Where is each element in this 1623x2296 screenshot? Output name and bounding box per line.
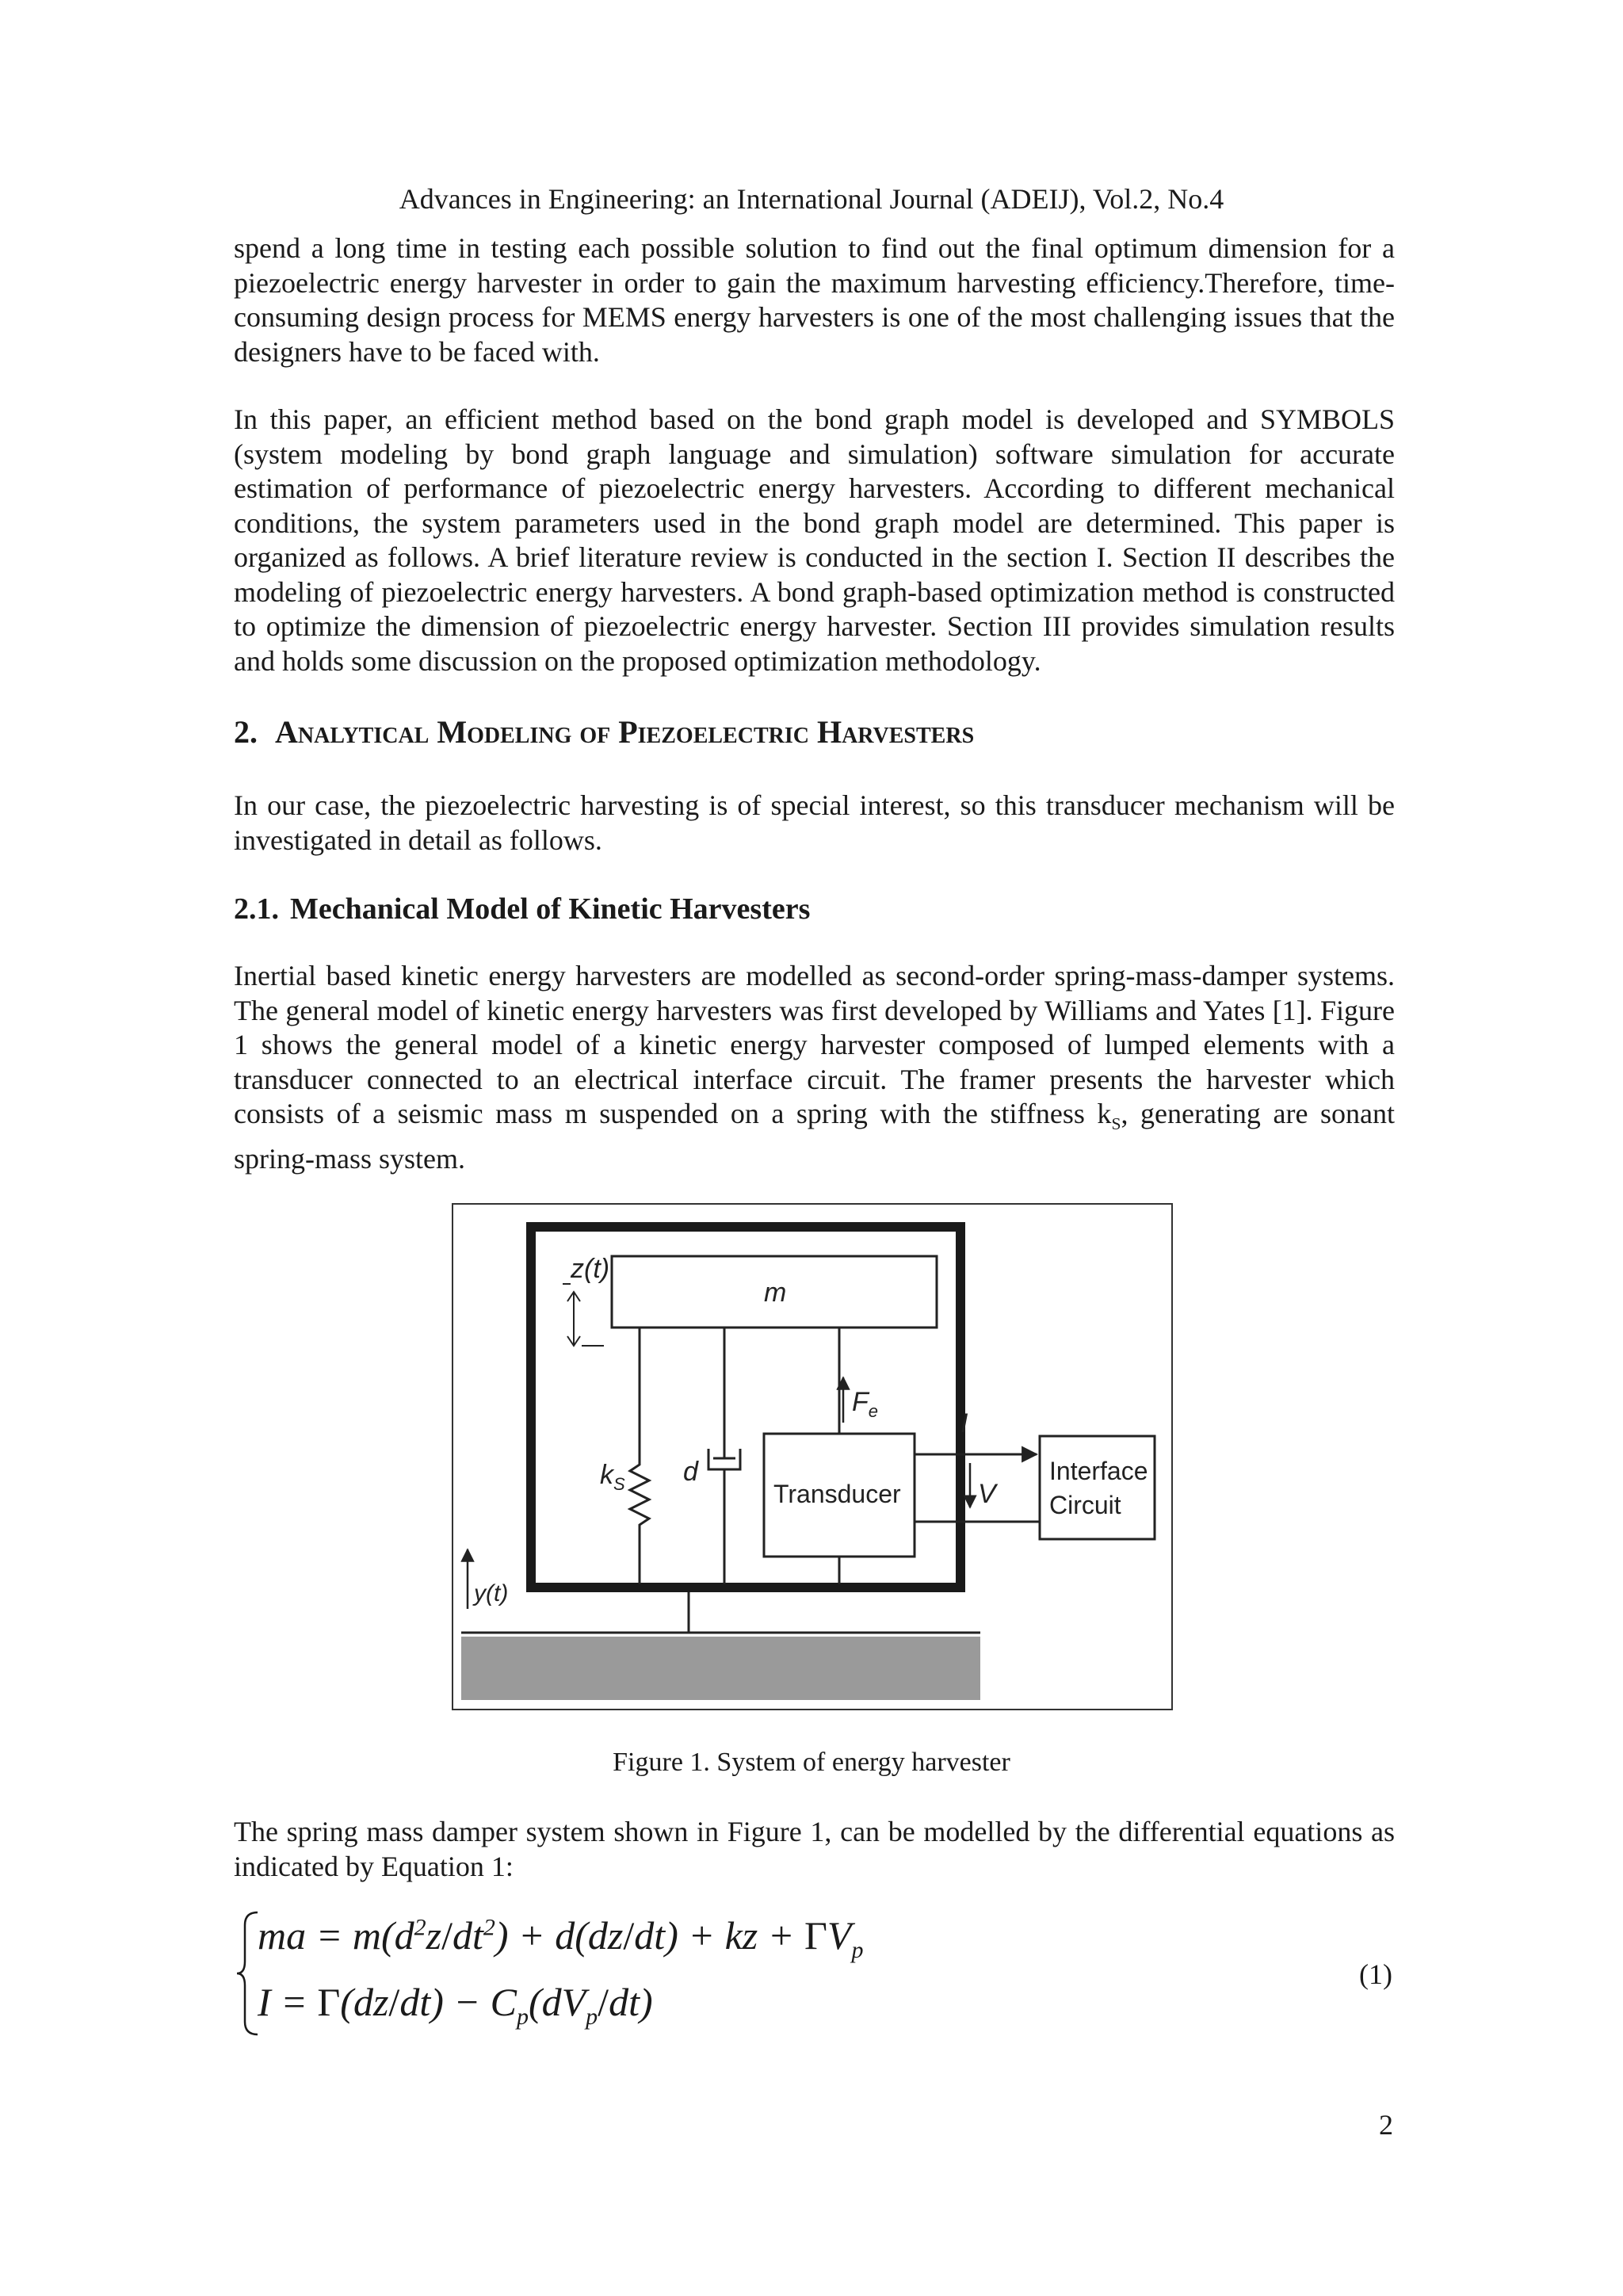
section-title: Analytical Modeling of Piezoelectric Harvesters bbox=[275, 714, 975, 750]
paragraph-2: In this paper, an efficient method based on the bond graph model is developed and SYMBOLS (system modeling by bond graph language and simulation) software simulation for accurate estimation of performance of piezoelectric energy harvesters. According to different mechanical conditions, the system parameters used in the bond graph model are determined. This paper is organized as follows. A brief literature review is conducted in the section I. Section II describes the modeling of piezoelectric energy harvesters. A bond graph-based optimization method is constructed to optimize the dimension of piezoelectric energy harvester. Section III provides simulation results and holds some discussion on the proposed optimization methodology. bbox=[234, 403, 1395, 677]
force-label-main: F bbox=[852, 1387, 869, 1417]
paragraph-4 bbox=[234, 959, 1395, 1176]
subsection-title: Mechanical Model of Kinetic Harvesters bbox=[290, 892, 811, 926]
equation-line-2: $I = \Gamma(dz/dt) - C_p(dV_p/dt)$ bbox=[258, 1980, 653, 2030]
stiffness-label-sub: S bbox=[613, 1474, 625, 1494]
interface-label-line2: Circuit bbox=[1049, 1491, 1121, 1519]
z-label: z(t) bbox=[571, 1254, 610, 1284]
section-number: 2. bbox=[234, 714, 258, 750]
harvester-diagram bbox=[453, 1205, 1171, 1709]
interface-label-line1: Interface bbox=[1049, 1457, 1148, 1485]
section-2-heading bbox=[234, 713, 974, 751]
current-label: I bbox=[960, 1408, 968, 1438]
paragraph-4-text: Inertial based kinetic energy harvesters are modelled as second-order spring-mass-damper systems. The general model of kinetic energy harvesters was first developed by Williams and Yates [1]. Figure 1 shows the general model of a kinetic energy harvester composed of lumped elements with a transducer connected to an electrical interface circuit. The framer presents the harvester which consists of a seismic mass m suspended on a spring with the stiffness k bbox=[234, 960, 1395, 1129]
mass-label: m bbox=[764, 1278, 787, 1308]
transducer-label: Transducer bbox=[773, 1480, 901, 1508]
interface-circuit-block bbox=[1040, 1436, 1155, 1539]
force-label-sub: e bbox=[868, 1401, 879, 1421]
damper bbox=[708, 1328, 740, 1584]
damper-label: d bbox=[683, 1457, 698, 1487]
figure-1 bbox=[452, 1203, 1173, 1710]
spring bbox=[630, 1328, 649, 1584]
y-label: y(t) bbox=[474, 1580, 509, 1606]
equation-1 bbox=[234, 1906, 1399, 2041]
equation-line-1: ma = $m(d^2z/dt^2) + d(dz/dt)$ + kz + $\Gamma V_p$ bbox=[258, 1913, 864, 1963]
paragraph-3: In our case, the piezoelectric harvesting is of special interest, so this transducer mechanism will be investigated in detail as follows. bbox=[234, 789, 1395, 856]
page-number: 2 bbox=[1379, 2109, 1393, 2141]
figure-caption: Figure 1. System of energy harvester bbox=[613, 1748, 1010, 1777]
stiffness-label-main: k bbox=[600, 1460, 613, 1490]
subsection-number: 2.1. bbox=[234, 892, 279, 926]
subsection-2-1-heading bbox=[234, 892, 810, 926]
ground-block bbox=[461, 1637, 980, 1700]
equation-number: (1) bbox=[1359, 1958, 1392, 1990]
paragraph-4-end: , generating are sonant spring-mass system. bbox=[234, 1098, 1395, 1175]
stiffness-label bbox=[600, 1460, 625, 1494]
stiffness-subscript: S bbox=[1111, 1114, 1121, 1134]
running-header: Advances in Engineering: an International Journal (ADEIJ), Vol.2, No.4 bbox=[399, 183, 1224, 215]
paragraph-5: The spring mass damper system shown in Figure 1, can be modelled by the differential equations as indicated by Equation 1: bbox=[234, 1816, 1395, 1882]
force-label bbox=[852, 1387, 878, 1421]
paragraph-1: spend a long time in testing each possible solution to find out the final optimum dimension for a piezoelectric energy harvester in order to gain the maximum harvesting efficiency.Therefore, time-consuming design process for MEMS energy harvesters is one of the most challenging issues that the designers have to be faced with. bbox=[234, 232, 1395, 368]
voltage-label: V bbox=[978, 1479, 996, 1509]
